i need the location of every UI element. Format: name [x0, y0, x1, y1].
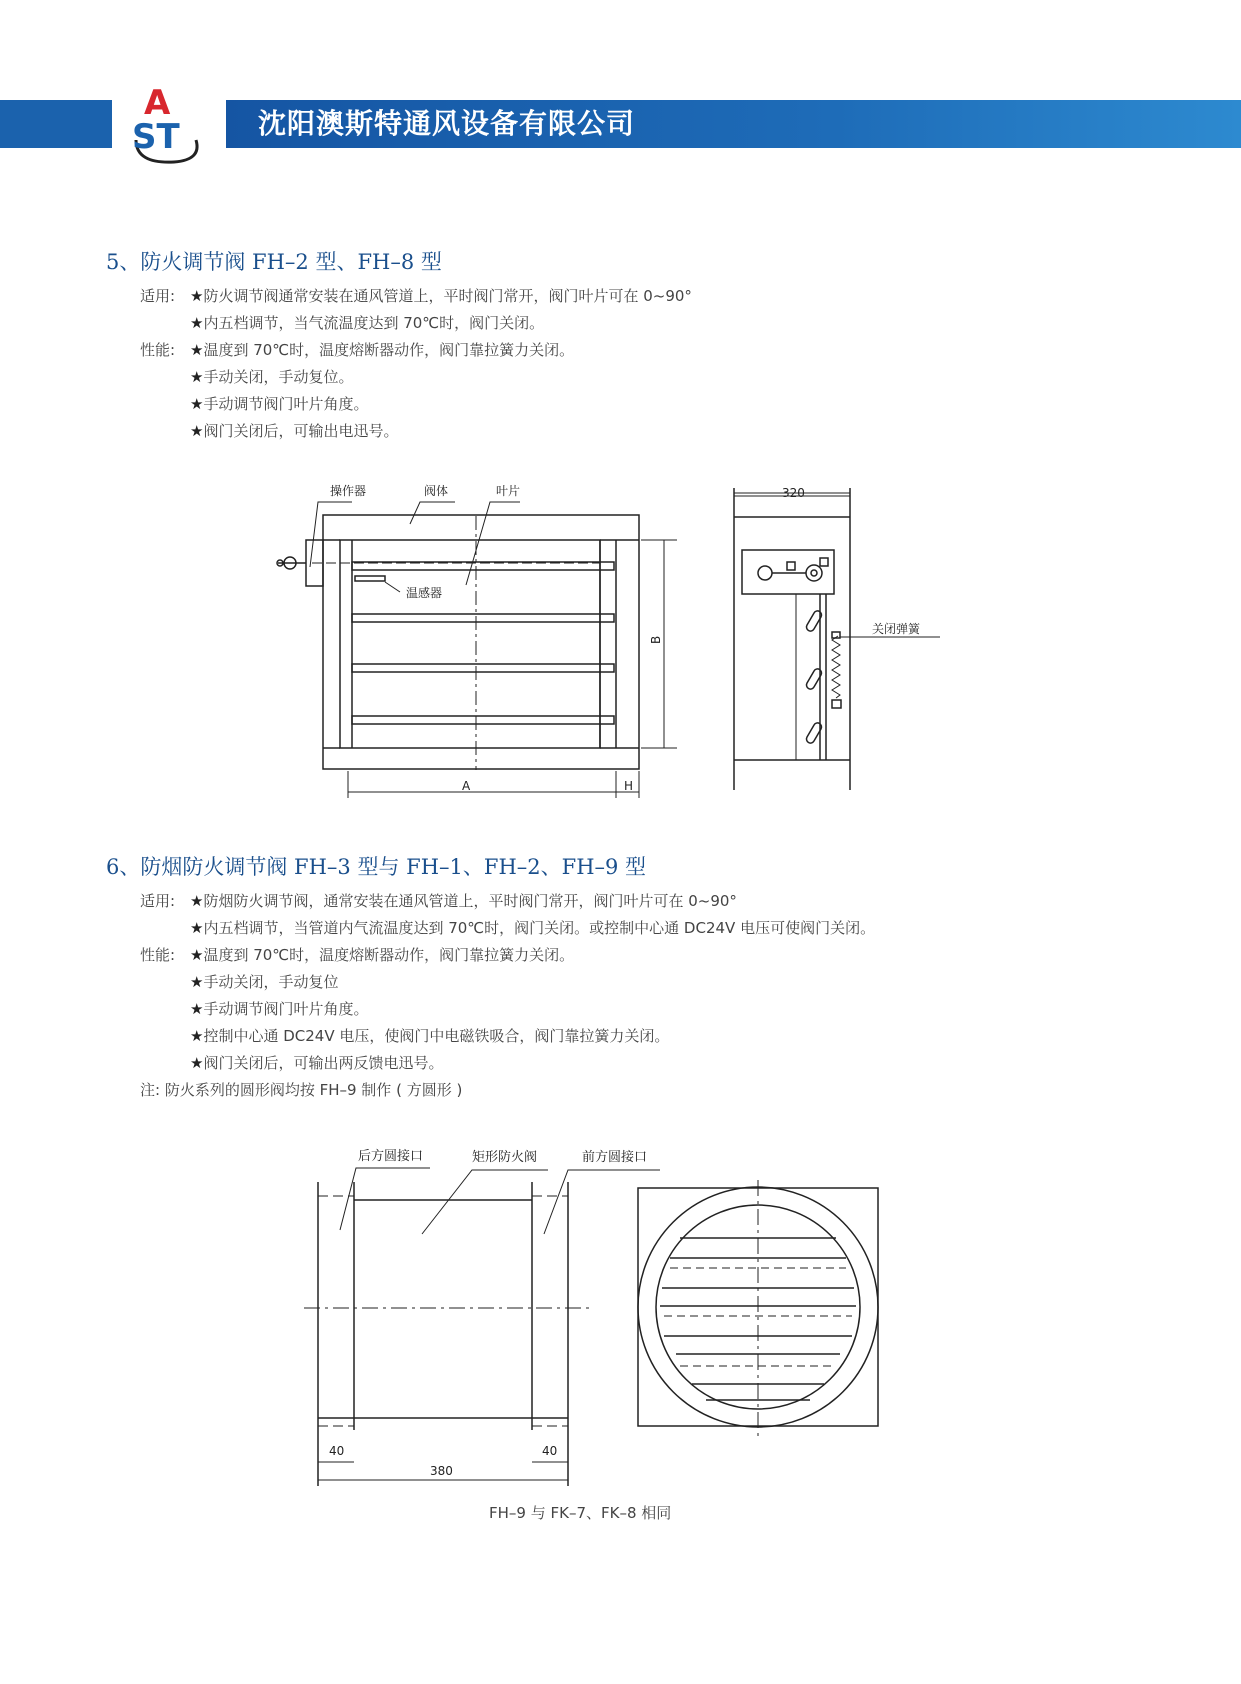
usage-text: 内五档调节，当管道内气流温度达到 70℃时，阀门关闭。或控制中心通 DC24V 电压可使阀门关闭。: [203, 919, 876, 937]
performance-text: 控制中心通 DC24V 电压，使阀门中电磁铁吸合，阀门靠拉簧力关闭。: [203, 1027, 670, 1045]
star-icon: ★: [190, 892, 204, 910]
section5-title: 5、防火调节阀 FH–2 型、FH–8 型: [106, 250, 442, 274]
label-front-connector: 前方圆接口: [582, 1150, 648, 1165]
dim-b: B: [649, 635, 663, 644]
star-icon: ★: [190, 1027, 204, 1045]
star-icon: ★: [190, 919, 204, 937]
star-icon: ★: [190, 1000, 204, 1018]
dim-a: A: [462, 779, 471, 793]
section6-title: 6、防烟防火调节阀 FH–3 型与 FH–1、FH–2、FH–9 型: [106, 855, 647, 879]
usage-text: 防烟防火调节阀，通常安装在通风管道上，平时阀门常开，阀门叶片可在 0~90°: [203, 892, 737, 910]
dim-40-right: 40: [542, 1444, 558, 1458]
performance-text: 温度到 70℃时，温度熔断器动作，阀门靠拉簧力关闭。: [203, 946, 575, 964]
performance-text: 手动关闭，手动复位: [203, 973, 339, 991]
dim-h: H: [624, 779, 634, 793]
logo-letter-a: A: [144, 83, 171, 123]
usage-text: 防火调节阀通常安装在通风管道上，平时阀门常开，阀门叶片可在 0~90°: [203, 287, 692, 305]
dim-320: 320: [782, 486, 805, 500]
company-name: 沈阳澳斯特通风设备有限公司: [258, 107, 636, 140]
dim-40-left: 40: [329, 1444, 345, 1458]
performance-text: 阀门关闭后，可输出电迅号。: [203, 422, 399, 440]
label-rear-connector: 后方圆接口: [358, 1149, 424, 1164]
usage-label: 适用:: [140, 287, 176, 305]
performance-text: 温度到 70℃时，温度熔断器动作，阀门靠拉簧力关闭。: [203, 341, 575, 359]
star-icon: ★: [190, 422, 204, 440]
section6-note: 注: 防火系列的圆形阀均按 FH–9 制作 ( 方圆形 ): [140, 1081, 463, 1099]
label-spring: 关闭弹簧: [872, 622, 921, 636]
logo-letters-st: ST: [132, 117, 180, 157]
label-operator: 操作器: [330, 484, 367, 498]
star-icon: ★: [190, 946, 204, 964]
star-icon: ★: [190, 395, 204, 413]
label-blade: 叶片: [496, 484, 521, 498]
usage-text: 内五档调节，当气流温度达到 70℃时，阀门关闭。: [203, 314, 545, 332]
performance-text: 手动调节阀门叶片角度。: [203, 395, 369, 413]
star-icon: ★: [190, 287, 204, 305]
usage-label: 适用:: [140, 892, 176, 910]
performance-text: 手动关闭，手动复位。: [203, 368, 354, 386]
label-sensor: 温感器: [406, 586, 443, 600]
performance-label: 性能:: [140, 341, 176, 359]
performance-text: 手动调节阀门叶片角度。: [203, 1000, 369, 1018]
star-icon: ★: [190, 1054, 204, 1072]
performance-label: 性能:: [140, 946, 176, 964]
performance-text: 阀门关闭后，可输出两反馈电迅号。: [203, 1054, 444, 1072]
star-icon: ★: [190, 368, 204, 386]
label-rect-damper: 矩形防火阀: [472, 1150, 538, 1165]
star-icon: ★: [190, 341, 204, 359]
dim-380: 380: [430, 1464, 453, 1478]
star-icon: ★: [190, 973, 204, 991]
figure-caption: FH–9 与 FK–7、FK–8 相同: [489, 1504, 672, 1522]
label-body: 阀体: [424, 484, 449, 498]
star-icon: ★: [190, 314, 204, 332]
